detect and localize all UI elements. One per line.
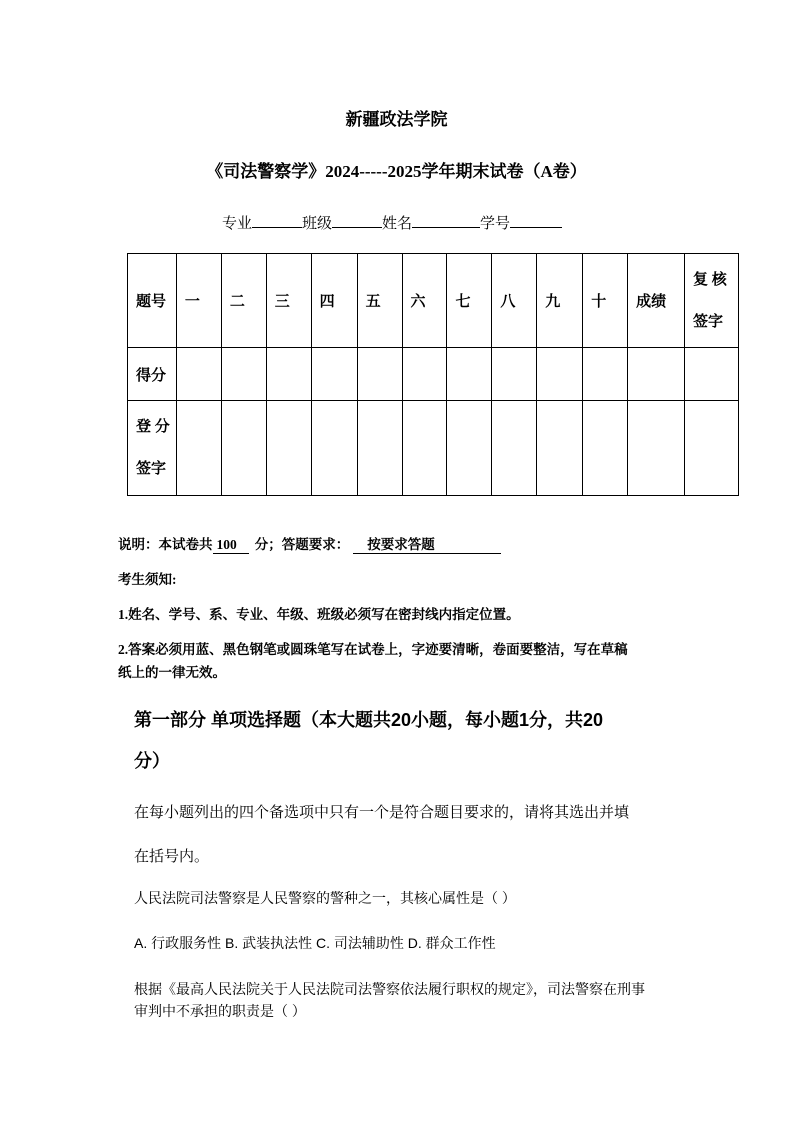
description-prefix: 说明：本试卷共 — [118, 537, 213, 552]
signer-label: 登 分 — [136, 419, 170, 435]
class-label: 班级 — [302, 215, 333, 232]
exam-title: 《司法警察学》2024-----2025学年期末试卷（A卷） — [206, 162, 587, 181]
sign-label: 签字 — [693, 313, 724, 330]
signer-cell[interactable] — [266, 401, 311, 496]
review-sign-header — [685, 254, 739, 348]
header-cell: 八 — [492, 254, 537, 348]
header-cell: 二 — [221, 254, 266, 348]
header-cell: 五 — [357, 254, 402, 348]
score-label: 得分 — [128, 348, 177, 401]
header-cell: 七 — [447, 254, 492, 348]
question-1-options: A. 行政服务性 B. 武装执法性 C. 司法辅助性 D. 群众工作性 — [134, 935, 496, 951]
score-cell[interactable] — [357, 348, 402, 401]
notice-2-cont: 纸上的一律无效。 — [118, 665, 226, 680]
table-row — [128, 254, 739, 348]
score-cell[interactable] — [176, 348, 221, 401]
header-cell: 十 — [583, 254, 628, 348]
signer-cell[interactable] — [176, 401, 221, 496]
answer-requirement: 按要求答题 — [353, 533, 501, 554]
header-cell: 九 — [537, 254, 583, 348]
header-cell: 三 — [266, 254, 311, 348]
student-info-line — [222, 212, 562, 233]
table-row — [128, 348, 739, 401]
description-mid: 分；答题要求： — [254, 537, 350, 552]
header-cell: 成绩 — [628, 254, 685, 348]
signer-cell[interactable] — [221, 401, 266, 496]
score-cell[interactable] — [221, 348, 266, 401]
notice-1: 1.姓名、学号、系、专业、年级、班级必须写在密封线内指定位置。 — [118, 607, 520, 622]
signer-cell[interactable] — [492, 401, 537, 496]
header-cell: 一 — [176, 254, 221, 348]
exam-description — [118, 533, 501, 554]
score-cell[interactable] — [266, 348, 311, 401]
score-cell[interactable] — [402, 348, 447, 401]
student-id-blank[interactable] — [510, 213, 562, 228]
review-label: 复 核 — [693, 271, 727, 288]
score-cell[interactable] — [583, 348, 628, 401]
signer-cell[interactable] — [583, 401, 628, 496]
part1-title: 第一部分 单项选择题（本大题共20小题，每小题1分，共20 — [134, 710, 604, 730]
part1-title-cont: 分） — [134, 751, 170, 771]
signer-header — [128, 401, 177, 496]
header-cell: 六 — [402, 254, 447, 348]
name-blank[interactable] — [412, 213, 480, 228]
signer-cell[interactable] — [357, 401, 402, 496]
score-cell[interactable] — [537, 348, 583, 401]
notice-2: 2.答案必须用蓝、黑色钢笔或圆珠笔写在试卷上，字迹要清晰，卷面要整洁，写在草稿 — [118, 642, 628, 657]
score-cell[interactable] — [628, 348, 685, 401]
signer-cell[interactable] — [537, 401, 583, 496]
name-label: 姓名 — [382, 215, 413, 232]
major-blank[interactable] — [252, 213, 302, 228]
question-2-stem-cont: 审判中不承担的职责是（ ） — [134, 1003, 306, 1019]
signer-cell[interactable] — [447, 401, 492, 496]
total-score: 100 — [213, 537, 249, 554]
score-cell[interactable] — [311, 348, 357, 401]
header-cell: 四 — [311, 254, 357, 348]
part1-description: 在每小题列出的四个备选项中只有一个是符合题目要求的，请将其选出并填 — [134, 804, 630, 821]
score-cell[interactable] — [447, 348, 492, 401]
score-cell[interactable] — [685, 348, 739, 401]
sign-label: 签字 — [136, 461, 167, 477]
student-id-label: 学号 — [480, 215, 511, 232]
score-table — [127, 253, 739, 496]
major-label: 专业 — [222, 215, 253, 232]
signer-cell[interactable] — [402, 401, 447, 496]
table-row — [128, 401, 739, 496]
question-1-stem: 人民法院司法警察是人民警察的警种之一，其核心属性是（ ） — [134, 890, 516, 906]
notice-title: 考生须知: — [118, 572, 177, 587]
part1-description-cont: 在括号内。 — [134, 848, 210, 865]
signer-cell[interactable] — [628, 401, 685, 496]
header-cell: 题号 — [128, 254, 177, 348]
signer-cell[interactable] — [311, 401, 357, 496]
signer-cell[interactable] — [685, 401, 739, 496]
question-2-stem: 根据《最高人民法院关于人民法院司法警察依法履行职权的规定》，司法警察在刑事 — [134, 981, 645, 997]
class-blank[interactable] — [332, 213, 382, 228]
school-name: 新疆政法学院 — [345, 110, 448, 129]
score-cell[interactable] — [492, 348, 537, 401]
